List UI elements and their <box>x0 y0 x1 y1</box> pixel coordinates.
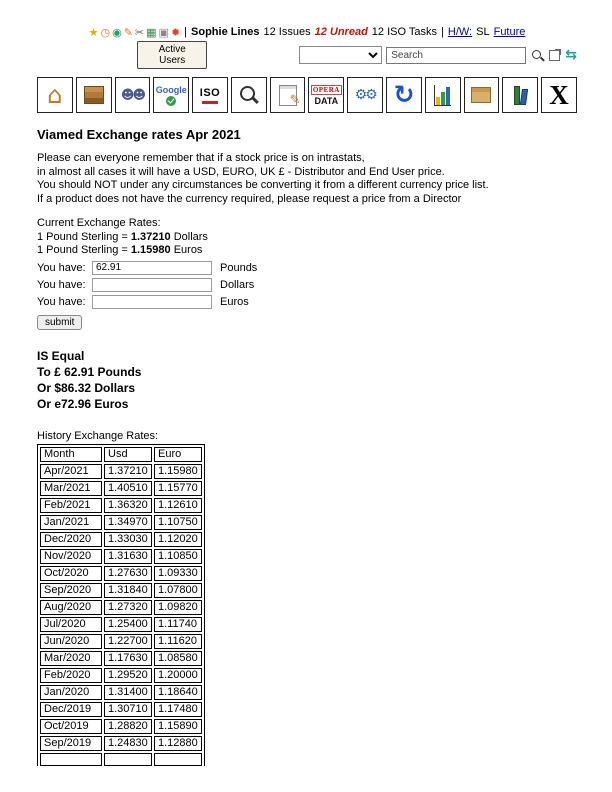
table-row <box>40 685 202 700</box>
usd-cell: 1.33030 <box>104 532 152 547</box>
exit-button[interactable] <box>541 77 577 113</box>
table-row <box>40 583 202 598</box>
rate-suffix: Euros <box>170 244 203 256</box>
home-icon: ⌂ <box>47 81 63 109</box>
check-icon <box>166 96 176 106</box>
opera-data-button[interactable] <box>308 77 344 113</box>
month-cell: Jul/2020 <box>40 617 102 632</box>
eur-rate-value: 1.15980 <box>130 244 171 256</box>
euro-cell: 1.10750 <box>154 515 202 530</box>
euro-cell: 1.12020 <box>154 532 202 547</box>
mini-chart-icon[interactable]: ▦ <box>146 26 157 39</box>
users-icon: ☻☻ <box>120 87 144 103</box>
intro-line: in almost all cases it will have a USD, EURO, UK £ - Distributor and End User price. <box>37 165 445 178</box>
you-have-label: You have: <box>37 295 86 308</box>
globe-icon[interactable]: ◉ <box>112 26 122 39</box>
table-row-clipped <box>40 753 202 766</box>
euro-cell: 1.12610 <box>154 498 202 513</box>
euro-cell: 1.17480 <box>154 702 202 717</box>
pounds-row <box>37 261 577 275</box>
usd-cell: 1.27630 <box>104 566 152 581</box>
archive-icon <box>84 86 104 104</box>
page-title: Viamed Exchange rates Apr 2021 <box>37 127 241 142</box>
search-icon[interactable] <box>531 49 544 62</box>
table-row <box>40 498 202 513</box>
usd-cell: 1.31400 <box>104 685 152 700</box>
usd-cell: 1.30710 <box>104 702 152 717</box>
month-cell: Jun/2020 <box>40 634 102 649</box>
euro-cell: 1.09820 <box>154 600 202 615</box>
refresh-button[interactable] <box>386 77 422 113</box>
table-row <box>40 702 202 717</box>
gears-icon: ⚙⚙ <box>354 87 376 103</box>
content-clip <box>37 26 577 766</box>
conversion-result <box>37 348 577 412</box>
month-cell: Aug/2020 <box>40 600 102 615</box>
usd-cell: 1.31840 <box>104 583 152 598</box>
package-icon <box>471 87 491 103</box>
refresh-icon: ↻ <box>393 80 415 110</box>
euros-row <box>37 295 577 309</box>
month-cell: Mar/2021 <box>40 481 102 496</box>
usd-cell <box>104 753 152 766</box>
month-cell: Feb/2020 <box>40 668 102 683</box>
rate-prefix: 1 Pound Sterling = <box>37 244 131 256</box>
euro-column-header: Euro <box>154 447 202 462</box>
month-cell: Nov/2020 <box>40 549 102 564</box>
table-row <box>40 634 202 649</box>
window-icon[interactable]: ▣ <box>158 26 169 39</box>
euro-cell: 1.15770 <box>154 481 202 496</box>
table-row <box>40 532 202 547</box>
usd-cell: 1.24830 <box>104 736 152 751</box>
sync-icon[interactable]: ⇆ <box>565 47 577 63</box>
usd-cell: 1.34970 <box>104 515 152 530</box>
euro-cell: 1.11620 <box>154 634 202 649</box>
chart-button[interactable] <box>425 77 461 113</box>
external-link-icon[interactable] <box>549 50 560 61</box>
header-action-icons <box>531 48 577 62</box>
separator: | <box>441 26 444 38</box>
pencil-icon: ✎ <box>289 92 301 108</box>
euros-input[interactable] <box>92 295 212 309</box>
euros-label: Euros <box>220 295 249 308</box>
pencil-icon[interactable]: ✎ <box>123 26 133 39</box>
usd-cell: 1.40510 <box>104 481 152 496</box>
table-row <box>40 600 202 615</box>
home-button[interactable] <box>37 77 73 113</box>
euro-cell: 1.07800 <box>154 583 202 598</box>
active-users-button[interactable]: Active Users <box>137 41 207 69</box>
euro-cell: 1.18640 <box>154 685 202 700</box>
table-row <box>40 549 202 564</box>
settings-button[interactable] <box>347 77 383 113</box>
intro-text <box>37 152 577 206</box>
table-header-row <box>40 447 202 462</box>
euro-cell <box>154 753 202 766</box>
you-have-label: You have: <box>37 261 86 274</box>
result-line: To £ 62.91 Pounds <box>37 364 142 379</box>
table-row <box>40 668 202 683</box>
edit-icon <box>279 85 301 108</box>
current-rates <box>37 217 577 258</box>
euro-cell: 1.15980 <box>154 464 202 479</box>
google-logo: Google <box>155 84 187 95</box>
pounds-input[interactable] <box>92 261 212 275</box>
intro-line: If a product does not have the currency required, please request a price from a Director <box>37 192 462 205</box>
table-row <box>40 617 202 632</box>
euro-cell: 1.10850 <box>154 549 202 564</box>
euro-cell: 1.15890 <box>154 719 202 734</box>
dollars-label: Dollars <box>220 278 255 291</box>
usd-rate-value: 1.37210 <box>130 230 171 243</box>
submit-button[interactable]: submit <box>37 315 82 330</box>
euro-cell: 1.08580 <box>154 651 202 666</box>
header-controls-bar <box>37 45 577 65</box>
usd-cell: 1.17630 <box>104 651 152 666</box>
euro-cell: 1.11740 <box>154 617 202 632</box>
unread-count[interactable]: 12 Unread <box>314 26 368 38</box>
future-link[interactable]: Future <box>493 26 526 38</box>
table-row <box>40 736 202 751</box>
month-cell: Oct/2020 <box>40 566 102 581</box>
mini-icon-strip <box>89 27 181 38</box>
scissors-icon[interactable]: ✂ <box>134 26 145 39</box>
iso-button[interactable] <box>192 77 228 113</box>
history-heading: History Exchange Rates: <box>37 429 159 442</box>
usd-cell: 1.29520 <box>104 668 152 683</box>
exit-icon: X <box>549 79 569 110</box>
chart-icon <box>434 85 451 106</box>
euro-cell: 1.12880 <box>154 736 202 751</box>
usd-rate-line <box>37 231 577 245</box>
history-table <box>37 444 205 767</box>
month-cell: Feb/2021 <box>40 498 102 513</box>
month-cell: Mar/2020 <box>40 651 102 666</box>
package-button[interactable] <box>464 77 500 113</box>
eur-rate-line <box>37 244 577 258</box>
month-cell: Apr/2021 <box>40 464 102 479</box>
issues-count[interactable]: 12 Issues <box>263 26 311 38</box>
euro-cell: 1.09330 <box>154 566 202 581</box>
month-column-header: Month <box>40 447 102 462</box>
star-icon[interactable]: ★ <box>88 26 99 39</box>
usd-cell: 1.25400 <box>104 617 152 632</box>
month-cell: Sep/2019 <box>40 736 102 751</box>
data-logo: DATA <box>314 95 339 106</box>
table-row <box>40 464 202 479</box>
user-filter-select[interactable] <box>299 46 382 64</box>
flame-icon[interactable]: ✹ <box>170 26 181 39</box>
archive-button[interactable] <box>76 77 112 113</box>
opera-logo: OPERA <box>312 85 340 94</box>
rate-prefix: 1 Pound Sterling = <box>37 230 131 243</box>
edit-button[interactable] <box>270 77 306 113</box>
euro-cell: 1.20000 <box>154 668 202 683</box>
month-cell: Jan/2020 <box>40 685 102 700</box>
month-cell: Jan/2021 <box>40 515 102 530</box>
month-cell: Sep/2020 <box>40 583 102 598</box>
table-row <box>40 651 202 666</box>
result-line: Or $86.32 Dollars <box>37 380 136 395</box>
header-status-bar <box>37 26 577 38</box>
main-toolbar <box>37 77 577 113</box>
usd-column-header: Usd <box>104 447 152 462</box>
books-icon <box>514 86 527 105</box>
dollars-input[interactable] <box>92 278 212 292</box>
google-button[interactable] <box>153 77 189 113</box>
month-cell <box>40 753 102 766</box>
usd-cell: 1.36320 <box>104 498 152 513</box>
result-line: Or e72.96 Euros <box>37 396 129 411</box>
hw-link[interactable]: H/W: <box>447 26 473 38</box>
user-name: Sophie Lines <box>191 26 260 38</box>
usd-cell: 1.27320 <box>104 600 152 615</box>
iso-bar <box>202 101 218 104</box>
dollars-row <box>37 278 577 292</box>
search-input[interactable] <box>386 47 526 64</box>
books-button[interactable] <box>502 77 538 113</box>
pounds-label: Pounds <box>220 261 258 274</box>
you-have-label: You have: <box>37 278 86 291</box>
separator: | <box>184 26 188 38</box>
rate-suffix: Dollars <box>170 230 208 243</box>
result-line: IS Equal <box>37 348 85 363</box>
month-cell: Oct/2019 <box>40 719 102 734</box>
rates-heading: Current Exchange Rates: <box>37 217 161 229</box>
intro-line: You should NOT under any circumstances be converting it from a different currency price list. <box>37 179 489 191</box>
table-row <box>40 481 202 496</box>
usd-cell: 1.31630 <box>104 549 152 564</box>
clock-icon[interactable]: ◷ <box>100 26 111 39</box>
iso-logo: ISO <box>199 86 221 99</box>
table-row <box>40 515 202 530</box>
hw-value: SL <box>476 26 490 38</box>
usd-cell: 1.28820 <box>104 719 152 734</box>
usd-cell: 1.22700 <box>104 634 152 649</box>
search-button[interactable] <box>231 77 267 113</box>
table-row <box>40 566 202 581</box>
intro-line: Please can everyone remember that if a stock price is on intrastats, <box>37 152 365 164</box>
table-row <box>40 719 202 734</box>
month-cell: Dec/2020 <box>40 532 102 547</box>
usd-cell: 1.37210 <box>104 464 152 479</box>
converter-form <box>37 261 577 330</box>
iso-tasks-count[interactable]: 12 ISO Tasks <box>371 26 438 38</box>
users-button[interactable] <box>115 77 151 113</box>
search-icon <box>239 85 259 105</box>
month-cell: Dec/2019 <box>40 702 102 717</box>
